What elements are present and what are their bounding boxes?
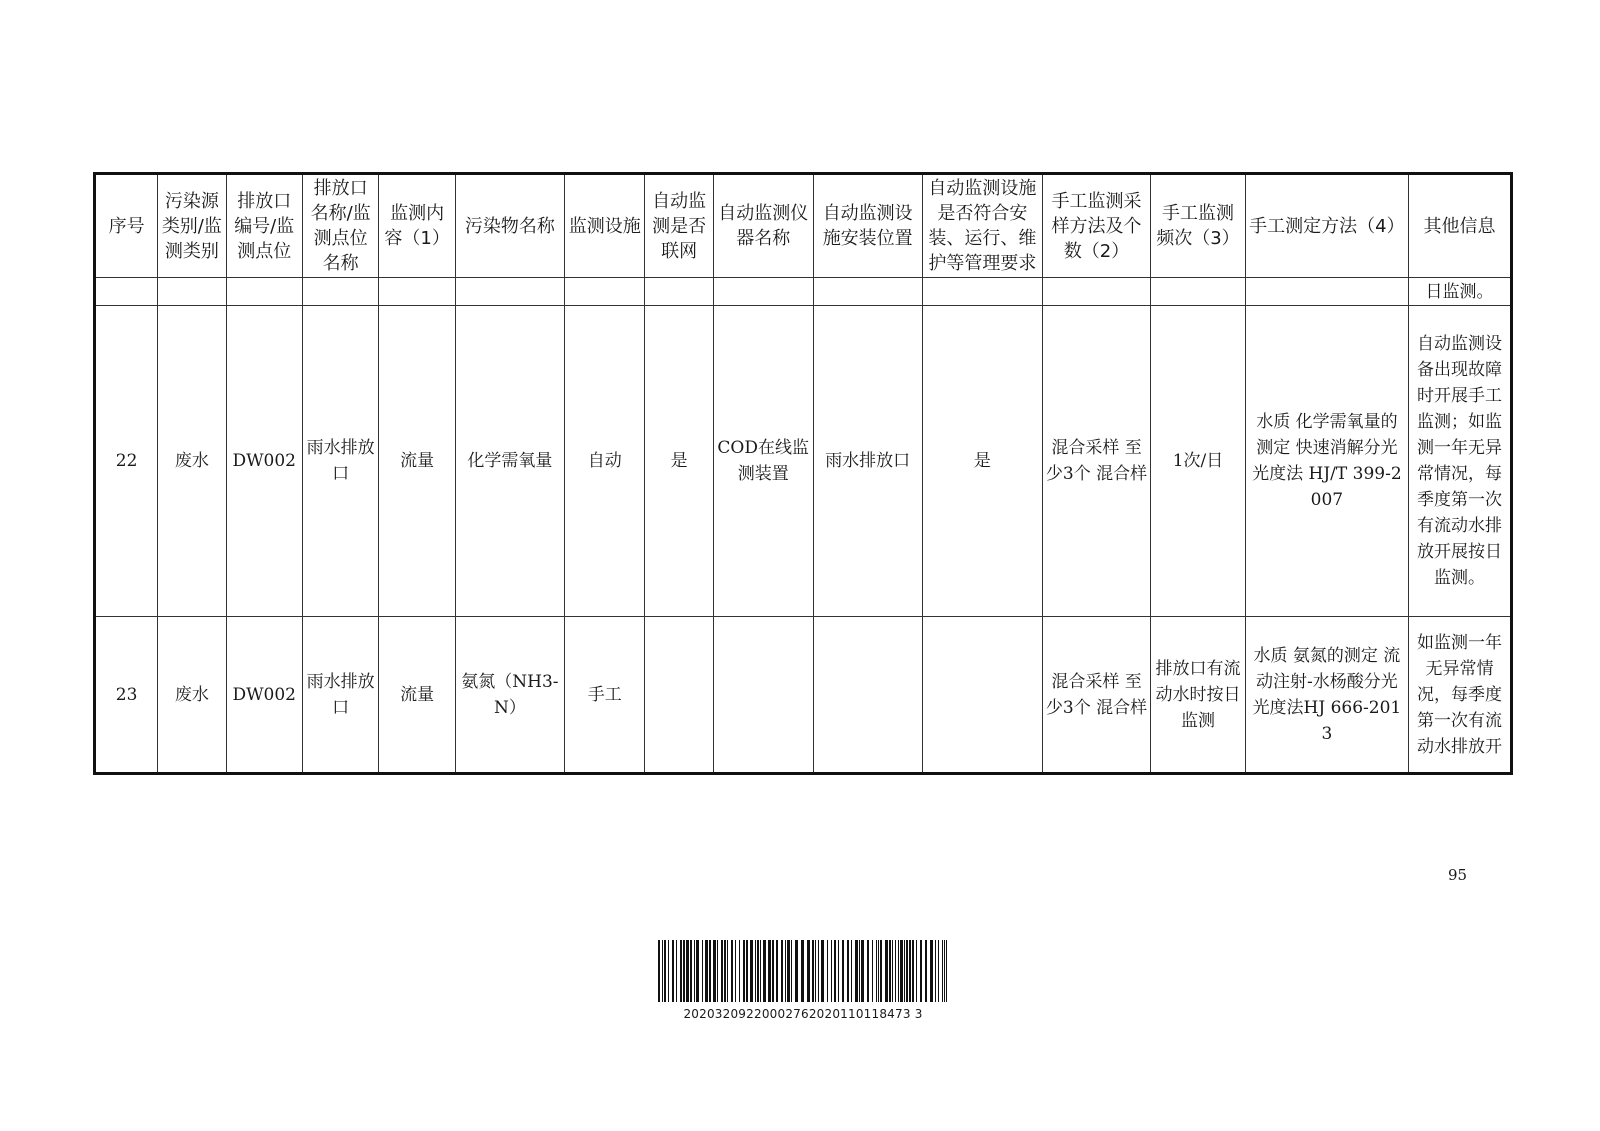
method-cell: 水质 化学需氧量的测定 快速消解分光光度法 HJ/T 399-2007 <box>1245 306 1408 617</box>
content-cell: 流量 <box>379 617 455 774</box>
empty-cell <box>1043 278 1151 306</box>
empty-cell <box>1245 278 1408 306</box>
empty-cell <box>226 278 302 306</box>
header-cell: 排放口编号/监测点位 <box>226 174 302 278</box>
outlet-name-cell: 雨水排放口 <box>302 617 378 774</box>
header-cell: 监测设施 <box>564 174 645 278</box>
compliant-cell: 是 <box>922 306 1042 617</box>
outlet-name-cell: 雨水排放口 <box>302 306 378 617</box>
table-row <box>95 306 1512 617</box>
header-cell: 手工监测频次（3） <box>1151 174 1246 278</box>
empty-cell <box>158 278 226 306</box>
header-row <box>95 174 1512 278</box>
header-cell: 手工监测采样方法及个数（2） <box>1043 174 1151 278</box>
header-cell: 自动监测仪器名称 <box>713 174 813 278</box>
method-cell: 水质 氨氮的测定 流动注射-水杨酸分光光度法HJ 666-2013 <box>1245 617 1408 774</box>
install-location-cell <box>813 617 922 774</box>
empty-cell <box>379 278 455 306</box>
networked-cell <box>645 617 713 774</box>
compliant-cell <box>922 617 1042 774</box>
content-cell: 流量 <box>379 306 455 617</box>
empty-cell <box>813 278 922 306</box>
header-cell: 自动监测设施安装位置 <box>813 174 922 278</box>
empty-cell <box>922 278 1042 306</box>
outlet-code-cell: DW002 <box>226 617 302 774</box>
empty-cell <box>302 278 378 306</box>
other-info-cell: 日监测。 <box>1408 278 1511 306</box>
category-cell: 废水 <box>158 617 226 774</box>
facility-cell: 自动 <box>564 306 645 617</box>
install-location-cell: 雨水排放口 <box>813 306 922 617</box>
empty-cell <box>564 278 645 306</box>
category-cell: 废水 <box>158 306 226 617</box>
continuation-row <box>95 278 1512 306</box>
frequency-cell: 排放口有流动水时按日监测 <box>1151 617 1246 774</box>
empty-cell <box>455 278 564 306</box>
outlet-code-cell: DW002 <box>226 306 302 617</box>
instrument-cell <box>713 617 813 774</box>
pollutant-cell: 氨氮（NH3-N） <box>455 617 564 774</box>
header-cell: 监测内容（1） <box>379 174 455 278</box>
row-number-cell: 23 <box>95 617 158 774</box>
sampling-cell: 混合采样 至少3个 混合样 <box>1043 617 1151 774</box>
header-cell: 其他信息 <box>1408 174 1511 278</box>
table-row <box>95 617 1512 774</box>
empty-cell <box>1151 278 1246 306</box>
barcode-icon <box>658 940 948 1002</box>
header-cell: 自动监测是否联网 <box>645 174 713 278</box>
empty-cell <box>713 278 813 306</box>
header-cell: 自动监测设施是否符合安装、运行、维护等管理要求 <box>922 174 1042 278</box>
frequency-cell: 1次/日 <box>1151 306 1246 617</box>
page-number: 95 <box>1448 866 1468 884</box>
header-cell: 排放口名称/监测点位名称 <box>302 174 378 278</box>
facility-cell: 手工 <box>564 617 645 774</box>
empty-cell <box>95 278 158 306</box>
sampling-cell: 混合采样 至少3个 混合样 <box>1043 306 1151 617</box>
other-info-cell: 自动监测设备出现故障时开展手工监测；如监测一年无异常情况，每季度第一次有流动水排放开展按日监测。 <box>1408 306 1511 617</box>
header-cell: 手工测定方法（4） <box>1245 174 1408 278</box>
header-cell: 污染物名称 <box>455 174 564 278</box>
header-cell: 污染源类别/监测类别 <box>158 174 226 278</box>
monitoring-table <box>93 172 1513 775</box>
instrument-cell: COD在线监测装置 <box>713 306 813 617</box>
other-info-cell: 如监测一年无异常情况，每季度第一次有流动水排放开 <box>1408 617 1511 774</box>
networked-cell: 是 <box>645 306 713 617</box>
pollutant-cell: 化学需氧量 <box>455 306 564 617</box>
header-cell: 序号 <box>95 174 158 278</box>
barcode-number: 20203209220002762020110118473 3 <box>683 1007 923 1021</box>
row-number-cell: 22 <box>95 306 158 617</box>
empty-cell <box>645 278 713 306</box>
